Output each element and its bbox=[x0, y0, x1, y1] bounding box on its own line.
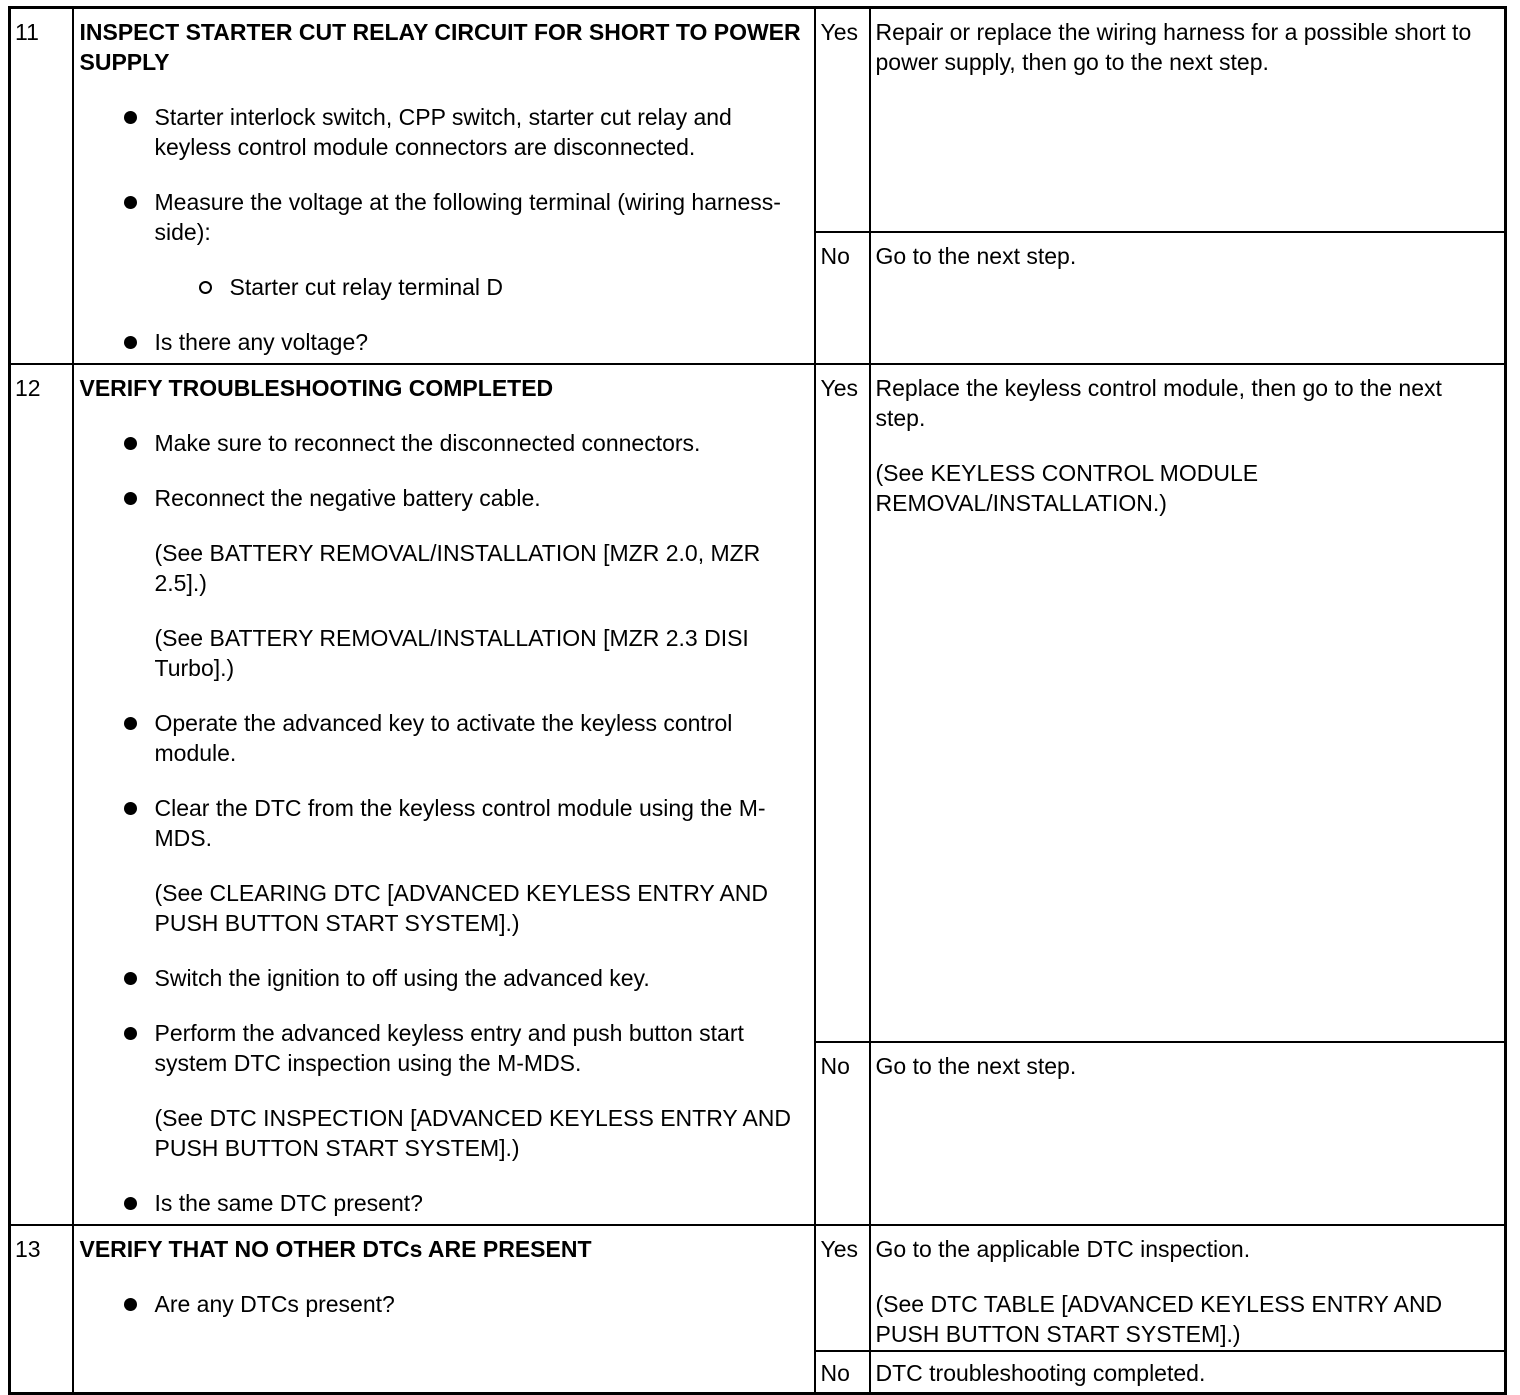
action-text: Repair or replace the wiring harness for a possible short to power supply, then go to the next step. bbox=[875, 19, 1472, 75]
result-no-label: No bbox=[815, 1351, 870, 1393]
result-yes-action bbox=[870, 364, 1506, 1042]
step-number: 12 bbox=[10, 364, 73, 1225]
instruction-item: Starter interlock switch, CPP switch, starter cut relay and keyless control module connectors are disconnected. bbox=[155, 102, 808, 162]
instruction-text: Perform the advanced keyless entry and push button start system DTC inspection using the M-MDS. bbox=[154, 1020, 744, 1076]
step-instruction-list bbox=[80, 1289, 808, 1319]
result-yes-action bbox=[870, 8, 1506, 232]
diagnostic-procedure-table bbox=[8, 6, 1507, 1395]
step-instruction-list bbox=[80, 428, 808, 1218]
step-number: 13 bbox=[10, 1225, 73, 1393]
result-yes-action bbox=[870, 1225, 1506, 1351]
instruction-item: Make sure to reconnect the disconnected connectors. bbox=[155, 428, 808, 458]
instruction-item bbox=[155, 187, 808, 302]
instruction-item: Switch the ignition to off using the advanced key. bbox=[155, 963, 808, 993]
result-yes-label: Yes bbox=[815, 364, 870, 1042]
instruction-item: Operate the advanced key to activate the keyless control module. bbox=[155, 708, 808, 768]
step-title: VERIFY THAT NO OTHER DTCs ARE PRESENT bbox=[79, 1236, 592, 1262]
sub-instruction-item: Starter cut relay terminal D bbox=[230, 272, 808, 302]
action-text: Go to the next step. bbox=[875, 1053, 1077, 1080]
action-text: Go to the next step. bbox=[875, 242, 1077, 269]
step-action-cell bbox=[73, 1225, 815, 1393]
step-12-yes-row bbox=[10, 364, 1506, 1042]
step-title: VERIFY TROUBLESHOOTING COMPLETED bbox=[79, 375, 554, 401]
instruction-text: Reconnect the negative battery cable. bbox=[154, 485, 541, 511]
step-13-yes-row bbox=[10, 1225, 1506, 1351]
result-no-action bbox=[870, 1042, 1506, 1225]
reference-note: (See BATTERY REMOVAL/INSTALLATION [MZR 2.3 DISI Turbo].) bbox=[154, 625, 749, 681]
step-action-cell bbox=[73, 364, 815, 1225]
step-number: 11 bbox=[10, 8, 73, 365]
instruction-item bbox=[155, 793, 808, 938]
instruction-question: Is the same DTC present? bbox=[155, 1188, 808, 1218]
instruction-item bbox=[155, 1018, 808, 1163]
reference-note: (See DTC TABLE [ADVANCED KEYLESS ENTRY AND PUSH BUTTON START SYSTEM].) bbox=[875, 1291, 1443, 1347]
instruction-text: Clear the DTC from the keyless control module using the M-MDS. bbox=[154, 795, 766, 851]
step-action-cell bbox=[73, 8, 815, 365]
result-no-action bbox=[870, 232, 1506, 364]
result-yes-label: Yes bbox=[815, 1225, 870, 1351]
reference-note: (See CLEARING DTC [ADVANCED KEYLESS ENTRY AND PUSH BUTTON START SYSTEM].) bbox=[154, 880, 769, 936]
result-no-action bbox=[870, 1351, 1506, 1393]
reference-note: (See DTC INSPECTION [ADVANCED KEYLESS ENTRY AND PUSH BUTTON START SYSTEM].) bbox=[154, 1105, 791, 1161]
instruction-item bbox=[155, 483, 808, 683]
reference-note: (See KEYLESS CONTROL MODULE REMOVAL/INSTALLATION.) bbox=[875, 460, 1259, 516]
sub-instruction-list bbox=[155, 272, 808, 302]
action-text: Replace the keyless control module, then go to the next step. bbox=[875, 375, 1442, 431]
step-title: INSPECT STARTER CUT RELAY CIRCUIT FOR SHORT TO POWER SUPPLY bbox=[79, 19, 801, 75]
result-no-label: No bbox=[815, 1042, 870, 1225]
instruction-question: Are any DTCs present? bbox=[155, 1289, 808, 1319]
action-text: DTC troubleshooting completed. bbox=[875, 1360, 1206, 1386]
step-11-yes-row bbox=[10, 8, 1506, 232]
result-yes-label: Yes bbox=[815, 8, 870, 232]
instruction-text: Measure the voltage at the following terminal (wiring harness-side): bbox=[154, 189, 781, 245]
result-no-label: No bbox=[815, 232, 870, 364]
action-text: Go to the applicable DTC inspection. bbox=[875, 1236, 1251, 1262]
reference-note: (See BATTERY REMOVAL/INSTALLATION [MZR 2.0, MZR 2.5].) bbox=[154, 540, 761, 596]
instruction-question: Is there any voltage? bbox=[155, 327, 808, 357]
step-instruction-list bbox=[80, 102, 808, 357]
